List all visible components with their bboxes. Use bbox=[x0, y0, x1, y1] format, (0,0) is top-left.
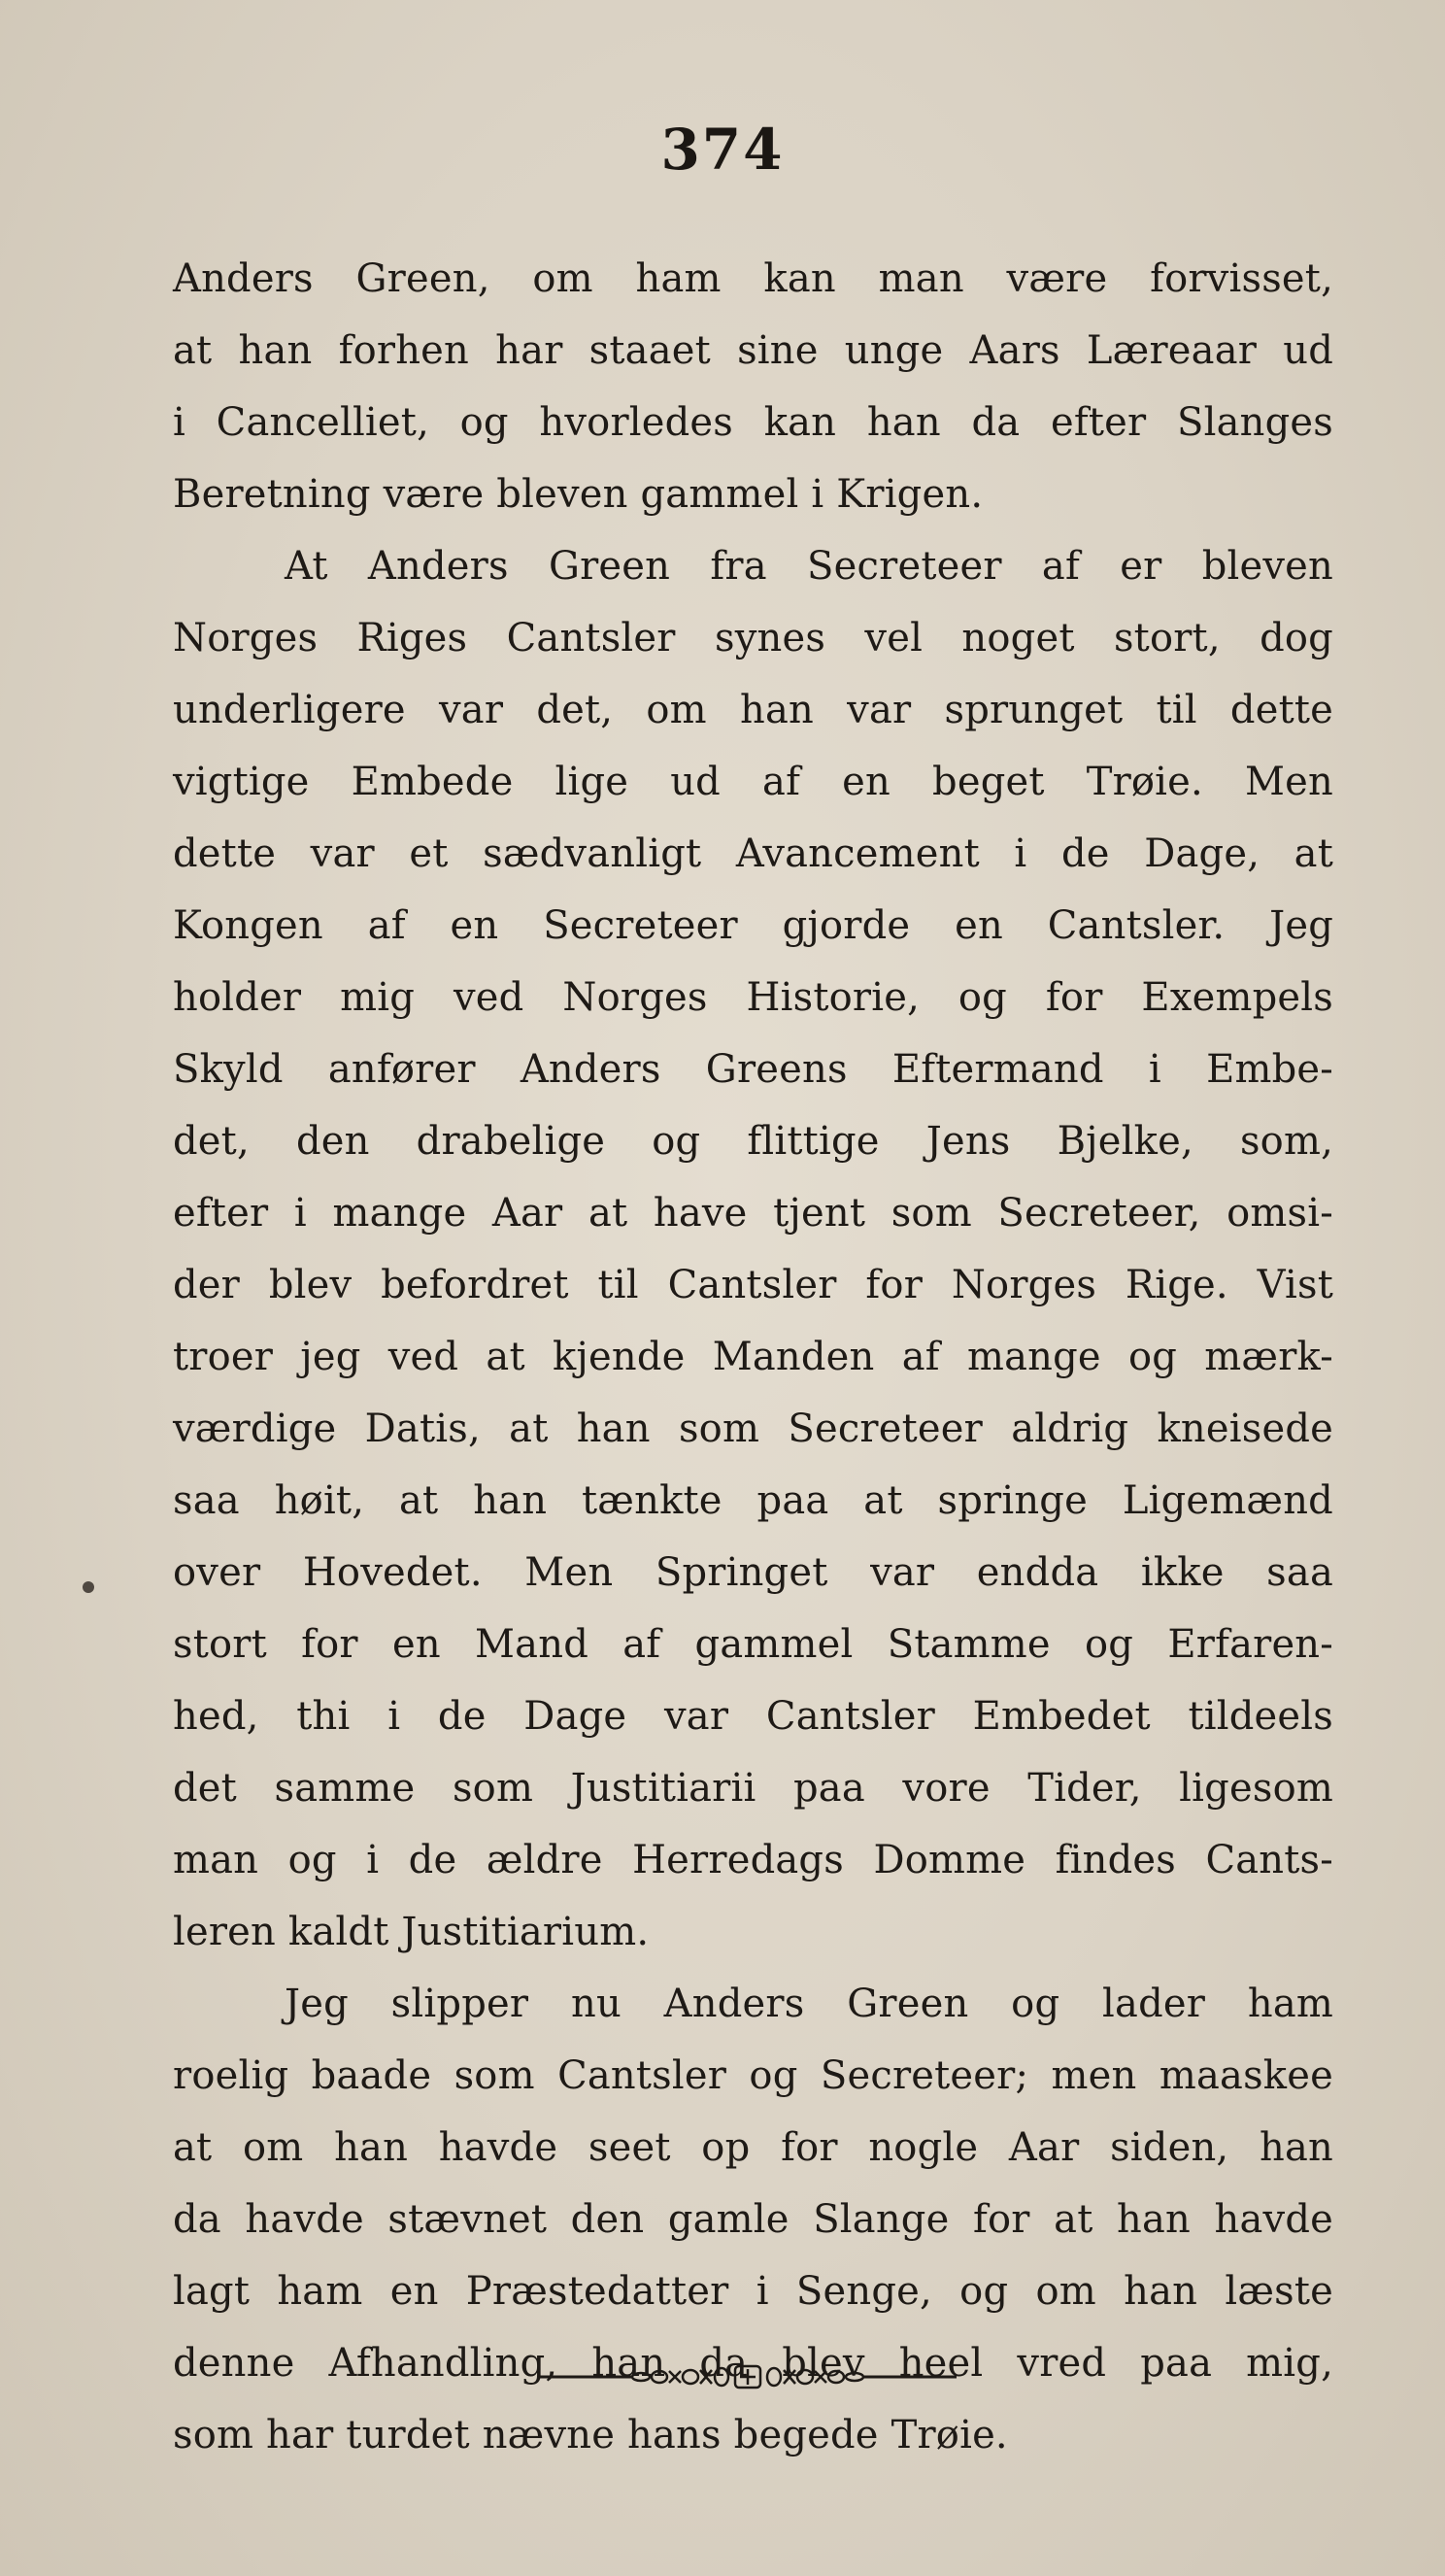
text-line: leren kaldt Justitiarium. bbox=[173, 1910, 650, 1954]
ornament-flourish-icon bbox=[539, 2362, 957, 2391]
paragraph-1 bbox=[173, 243, 1333, 530]
text-line: værdige Datis, at han som Secreteer aldrig kneisede bbox=[173, 1407, 1333, 1451]
text-line: hed, thi i de Dage var Cantsler Embedet tildeels bbox=[173, 1694, 1333, 1739]
text-line: At Anders Green fra Secreteer af er bleven bbox=[285, 544, 1333, 589]
text-line: Skyld anfører Anders Greens Eftermand i Embe- bbox=[173, 1047, 1333, 1092]
paragraph-2 bbox=[173, 530, 1333, 1968]
text-line: Anders Green, om ham kan man være forvisset, bbox=[173, 256, 1333, 301]
text-line: Beretning være bleven gammel i Krigen. bbox=[173, 472, 984, 517]
text-line: da havde stævnet den gamle Slange for at han havde bbox=[173, 2197, 1333, 2242]
text-line: Jeg slipper nu Anders Green og lader ham bbox=[285, 1982, 1333, 2026]
text-line: saa høit, at han tænkte paa at springe Ligemænd bbox=[173, 1478, 1333, 1523]
text-line: at han forhen har staaet sine unge Aars Læreaar ud bbox=[173, 328, 1333, 373]
text-line: efter i mange Aar at have tjent som Secreteer, omsi- bbox=[173, 1191, 1333, 1236]
text-line: holder mig ved Norges Historie, og for Exempels bbox=[173, 975, 1333, 1020]
text-line: der blev befordret til Cantsler for Norges Rige. Vist bbox=[173, 1263, 1333, 1307]
text-line: denne Afhandling, han da blev heel vred paa mig, bbox=[173, 2341, 1333, 2386]
text-line: Kongen af en Secreteer gjorde en Cantsler. Jeg bbox=[173, 903, 1333, 948]
text-line: det samme som Justitiarii paa vore Tider, ligesom bbox=[173, 1766, 1333, 1811]
text-line: vigtige Embede lige ud af en beget Trøie. Men bbox=[173, 760, 1333, 804]
body-text bbox=[173, 243, 1333, 2471]
text-line: roelig baade som Cantsler og Secreteer; men maaskee bbox=[173, 2053, 1333, 2098]
page-number: 374 bbox=[660, 117, 785, 183]
text-line: lagt ham en Præstedatter i Senge, og om han læste bbox=[173, 2269, 1333, 2314]
text-line: det, den drabelige og flittige Jens Bjelke, som, bbox=[173, 1119, 1333, 1164]
text-line: dette var et sædvanligt Avancement i de Dage, at bbox=[173, 831, 1333, 876]
text-line: i Cancelliet, og hvorledes kan han da efter Slanges bbox=[173, 400, 1333, 445]
text-line: over Hovedet. Men Springet var endda ikke saa bbox=[173, 1550, 1333, 1595]
ink-speck bbox=[83, 1581, 94, 1593]
paragraph-3 bbox=[173, 1968, 1333, 2471]
text-line: at om han havde seet op for nogle Aar siden, han bbox=[173, 2125, 1333, 2170]
text-line: troer jeg ved at kjende Manden af mange og mærk- bbox=[173, 1335, 1333, 1379]
text-line: stort for en Mand af gammel Stamme og Erfaren- bbox=[173, 1622, 1333, 1667]
text-line: man og i de ældre Herredags Domme findes Cants- bbox=[173, 1838, 1333, 1882]
text-line: som har turdet nævne hans begede Trøie. bbox=[173, 2413, 1008, 2457]
text-line: underligere var det, om han var sprunget til dette bbox=[173, 688, 1333, 732]
text-line: Norges Riges Cantsler synes vel noget stort, dog bbox=[173, 616, 1333, 661]
